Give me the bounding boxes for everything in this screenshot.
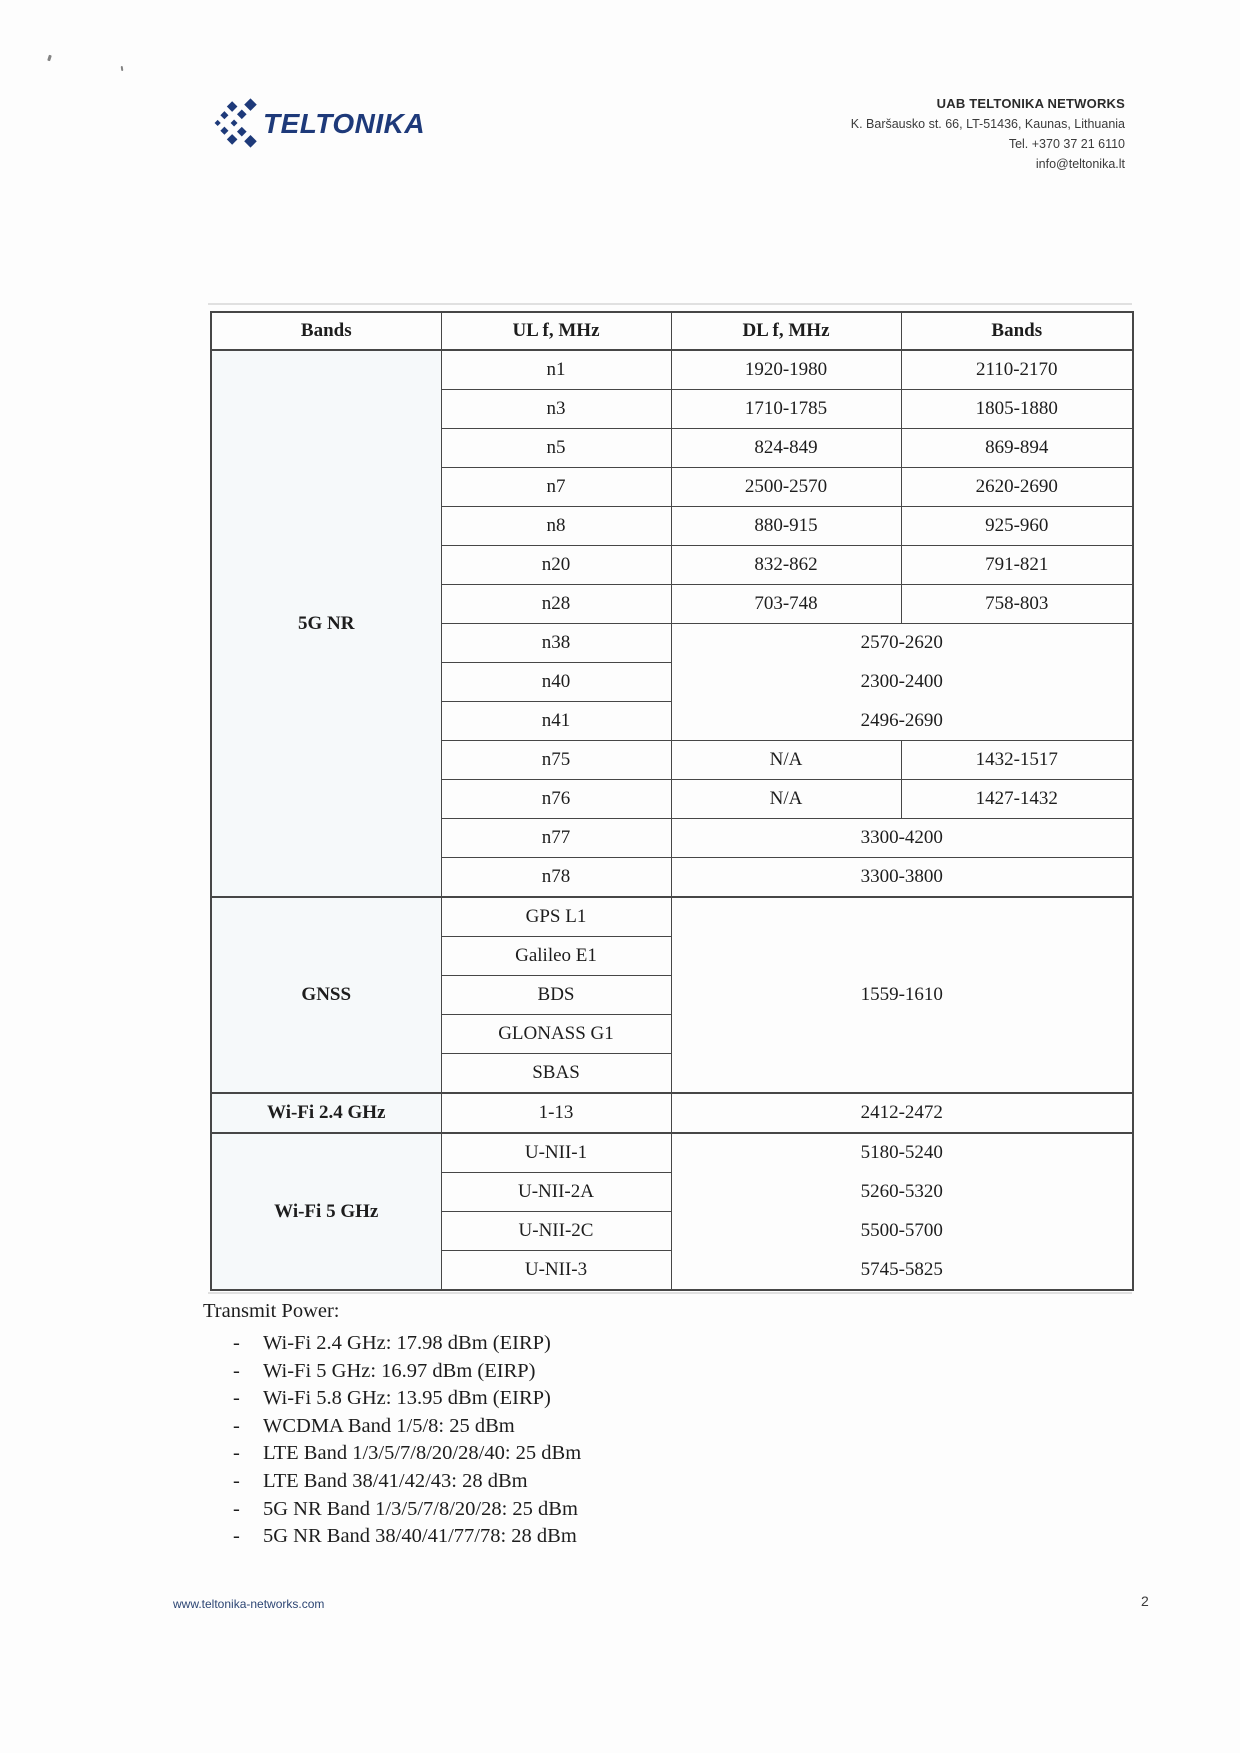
table-row [211, 897, 1133, 937]
table-cell: 1710-1785 [671, 390, 901, 429]
transmit-power-text: Wi-Fi 2.4 GHz: 17.98 dBm (EIRP) [263, 1332, 551, 1354]
scan-shadow-line [208, 1292, 1132, 1294]
footer-website: www.teltonika-networks.com [173, 1597, 325, 1611]
scan-speck [121, 66, 124, 71]
table-cell: 1-13 [441, 1093, 671, 1133]
table-cell: 2412-2472 [671, 1093, 1133, 1133]
transmit-power-text: 5G NR Band 1/3/5/7/8/20/28: 25 dBm [263, 1497, 578, 1520]
transmit-power-text: Wi-Fi 5.8 GHz: 13.95 dBm (EIRP) [263, 1387, 551, 1410]
table-cell: 5500-5700 [671, 1212, 1133, 1251]
bullet-dash: - [233, 1332, 240, 1354]
table-row [211, 350, 1133, 390]
transmit-power-text: 5G NR Band 38/40/41/77/78: 28 dBm [263, 1525, 577, 1548]
column-header-bands-right: Bands [901, 312, 1133, 350]
transmit-power-title: Transmit Power: [203, 1300, 340, 1322]
company-email: info@teltonika.lt [1035, 157, 1125, 171]
bullet-dash: - [233, 1497, 240, 1520]
table-header-row [211, 312, 1133, 350]
company-contact-block [851, 94, 1125, 174]
table-cell: n77 [441, 819, 671, 858]
table-cell: 2496-2690 [671, 702, 1133, 741]
company-phone: Tel. +370 37 21 6110 [1008, 137, 1125, 151]
scan-speck [47, 55, 52, 62]
transmit-power-item [203, 1440, 963, 1468]
table-cell: N/A [671, 741, 901, 780]
table-cell: 1559-1610 [671, 897, 1133, 1093]
table-cell: n78 [441, 858, 671, 898]
frequency-bands-table [210, 311, 1134, 1291]
table-cell: U-NII-2A [441, 1173, 671, 1212]
table-cell: U-NII-2C [441, 1212, 671, 1251]
table-cell: n75 [441, 741, 671, 780]
table-cell: n41 [441, 702, 671, 741]
table-cell: U-NII-1 [441, 1133, 671, 1173]
bullet-dash: - [233, 1359, 240, 1382]
table-cell: U-NII-3 [441, 1251, 671, 1291]
table-cell: 1805-1880 [901, 390, 1133, 429]
table-cell: 2620-2690 [901, 468, 1133, 507]
table-cell: 880-915 [671, 507, 901, 546]
transmit-power-list [203, 1330, 963, 1551]
table-cell: 1920-1980 [671, 350, 901, 390]
group-label-wifi-24: Wi-Fi 2.4 GHz [211, 1093, 441, 1133]
transmit-power-item [203, 1385, 963, 1413]
table-cell: n20 [441, 546, 671, 585]
column-header-ul-mhz: UL f, MHz [441, 312, 671, 350]
teltonika-logo-icon [210, 94, 262, 150]
transmit-power-item [203, 1523, 963, 1551]
transmit-power-item [203, 1468, 963, 1496]
table-cell: GLONASS G1 [441, 1015, 671, 1054]
table-cell: n28 [441, 585, 671, 624]
table-row [211, 1093, 1133, 1133]
teltonika-logo-text: TELTONIKA [263, 108, 426, 139]
bullet-dash: - [233, 1469, 240, 1492]
bullet-dash: - [233, 1525, 240, 1548]
transmit-power-section [203, 1300, 963, 1551]
column-header-bands-left: Bands [211, 312, 441, 350]
transmit-power-text: LTE Band 1/3/5/7/8/20/28/40: 25 dBm [263, 1442, 582, 1465]
table-cell: 5180-5240 [671, 1133, 1133, 1173]
page-number: 2 [1141, 1593, 1149, 1609]
table-cell: 2300-2400 [671, 663, 1133, 702]
table-cell: BDS [441, 976, 671, 1015]
table-cell: 2500-2570 [671, 468, 901, 507]
table-cell: 925-960 [901, 507, 1133, 546]
group-label-5g-nr: 5G NR [211, 350, 441, 897]
transmit-power-item [203, 1330, 963, 1358]
group-label-gnss: GNSS [211, 897, 441, 1093]
table-cell: 3300-4200 [671, 819, 1133, 858]
group-label-wifi-5: Wi-Fi 5 GHz [211, 1133, 441, 1290]
table-cell: SBAS [441, 1054, 671, 1094]
table-cell: n1 [441, 350, 671, 390]
table-cell: 1432-1517 [901, 741, 1133, 780]
bullet-dash: - [233, 1414, 240, 1437]
transmit-power-item [203, 1358, 963, 1386]
table-cell: N/A [671, 780, 901, 819]
table-cell: n5 [441, 429, 671, 468]
table-cell: n3 [441, 390, 671, 429]
table-cell: n8 [441, 507, 671, 546]
scan-shadow-line [208, 303, 1132, 305]
table-cell: 758-803 [901, 585, 1133, 624]
company-address: K. Baršausko st. 66, LT-51436, Kaunas, Lithuania [850, 117, 1125, 131]
teltonika-logo [210, 94, 425, 150]
table-cell: 832-862 [671, 546, 901, 585]
table-cell: 791-821 [901, 546, 1133, 585]
table-cell: GPS L1 [441, 897, 671, 937]
table-cell: 3300-3800 [671, 858, 1133, 898]
table-cell: 1427-1432 [901, 780, 1133, 819]
table-cell: n38 [441, 624, 671, 663]
table-cell: n7 [441, 468, 671, 507]
table-cell: 869-894 [901, 429, 1133, 468]
transmit-power-item [203, 1496, 963, 1524]
transmit-power-item [203, 1413, 963, 1441]
table-row [211, 1133, 1133, 1173]
table-cell: 5260-5320 [671, 1173, 1133, 1212]
bullet-dash: - [233, 1387, 240, 1410]
table-cell: n76 [441, 780, 671, 819]
table-cell: 5745-5825 [671, 1251, 1133, 1291]
table-cell: n40 [441, 663, 671, 702]
table-cell: 703-748 [671, 585, 901, 624]
table-cell: Galileo E1 [441, 937, 671, 976]
transmit-power-text: WCDMA Band 1/5/8: 25 dBm [263, 1414, 515, 1437]
table-cell: 2570-2620 [671, 624, 1133, 663]
table-cell: 2110-2170 [901, 350, 1133, 390]
company-name: UAB TELTONIKA NETWORKS [936, 96, 1125, 111]
transmit-power-text: Wi-Fi 5 GHz: 16.97 dBm (EIRP) [263, 1359, 536, 1382]
column-header-dl-mhz: DL f, MHz [671, 312, 901, 350]
bullet-dash: - [233, 1442, 240, 1465]
table-cell: 824-849 [671, 429, 901, 468]
transmit-power-text: LTE Band 38/41/42/43: 28 dBm [263, 1469, 528, 1492]
